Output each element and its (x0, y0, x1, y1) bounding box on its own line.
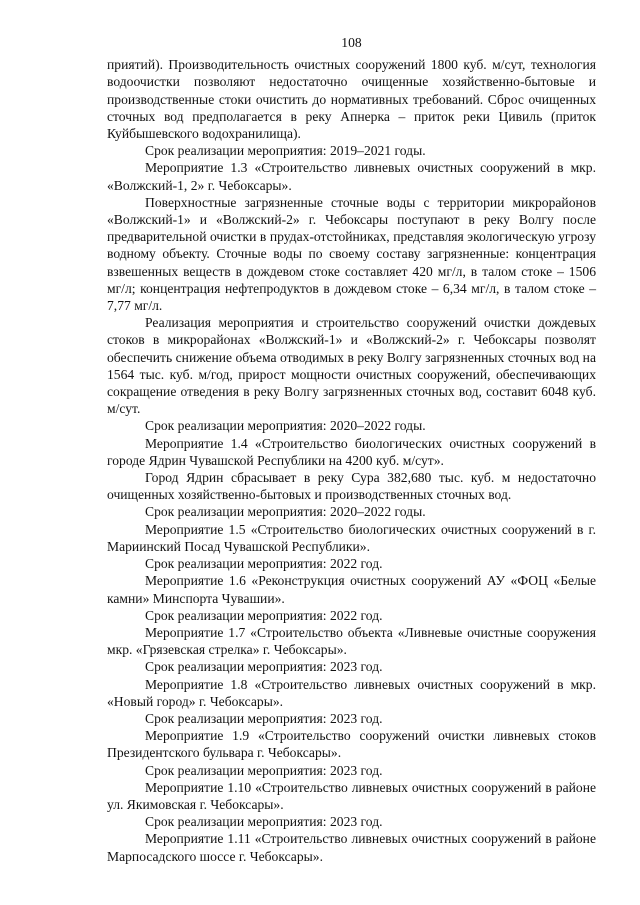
paragraph: приятий). Производительность очистных сооружений 1800 куб. м/сут, технология водоочистки позволяют недостаточно очищенные хозяйственно-бытовые и производственные стоки очистить до нормативных требований. Сброс очищенных сточных вод предполагается в реку Апнерка – приток реки Цивиль (приток Куйбышевского водохранилища). (107, 57, 596, 142)
paragraph: Срок реализации мероприятия: 2022 год. (145, 556, 383, 572)
paragraph: Мероприятие 1.8 «Строительство ливневых очистных сооружений в мкр. «Новый город» г. Чебоксары». (107, 676, 596, 709)
paragraph: Срок реализации мероприятия: 2020–2022 годы. (145, 418, 426, 434)
body-text (107, 56, 596, 865)
paragraph: Срок реализации мероприятия: 2023 год. (145, 762, 383, 778)
paragraph: Срок реализации мероприятия: 2023 год. (145, 710, 383, 726)
paragraph: Мероприятие 1.5 «Строительство биологических очистных сооружений в г. Мариинский Посад Чувашской Республики». (107, 521, 596, 554)
paragraph: Мероприятие 1.6 «Реконструкция очистных сооружений АУ «ФОЦ «Белые камни» Минспорта Чувашии». (107, 573, 596, 606)
paragraph: Мероприятие 1.7 «Строительство объекта «Ливневые очистные сооружения мкр. «Грязевская стрелка» г. Чебоксары». (107, 624, 596, 658)
paragraph: Срок реализации мероприятия: 2019–2021 годы. (145, 143, 426, 159)
paragraph: Мероприятие 1.11 «Строительство ливневых очистных сооружений в районе Марпосадского шоссе г. Чебоксары». (107, 831, 596, 864)
page-number: 108 (341, 35, 362, 50)
paragraph: Срок реализации мероприятия: 2023 год. (145, 814, 383, 830)
paragraph: Срок реализации мероприятия: 2023 год. (145, 659, 383, 675)
paragraph: Срок реализации мероприятия: 2020–2022 годы. (145, 504, 426, 520)
paragraph: Мероприятие 1.9 «Строительство сооружений очистки ливневых стоков Президентского бульвара г. Чебоксары». (107, 728, 596, 761)
paragraph: Срок реализации мероприятия: 2022 год. (145, 607, 383, 623)
paragraph: Мероприятие 1.4 «Строительство биологических очистных сооружений в городе Ядрин Чувашской Республики на 4200 куб. м/сут». (107, 435, 596, 468)
paragraph: Мероприятие 1.3 «Строительство ливневых очистных сооружений в мкр. «Волжский-1, 2» г. Чебоксары». (107, 160, 596, 193)
paragraph: Город Ядрин сбрасывает в реку Сура 382,680 тыс. куб. м недостаточно очищенных хозяйственно-бытовых и производственных сточных вод. (107, 470, 596, 503)
paragraph: Реализация мероприятия и строительство сооружений очистки дождевых стоков в микрорайонах «Волжский-1» и «Волжский-2» г. Чебоксары позволят обеспечить снижение объема отводимых в реку Волгу загрязненных сточных вод на 1564 тыс. куб. м/год, прирост мощности очистных сооружений, обеспечивающих сокращение отведения в реку Волгу загрязненных сточных вод, составит 6048 куб. м/сут. (107, 315, 596, 417)
paragraph: Мероприятие 1.10 «Строительство ливневых очистных сооружений в районе ул. Якимовская г. Чебоксары». (107, 779, 596, 812)
paragraph: Поверхностные загрязненные сточные воды с территории микрорайонов «Волжский-1» и «Волжский-2» г. Чебоксары поступают в реку Волгу после предварительной очистки в прудах-отстойниках, представляя экологическую угрозу водному объекту. Сточные воды по своему составу загрязненные: концентрация взвешенных веществ в дождевом стоке составляет 420 мг/л, в талом стоке – 1506 мг/л; концентрация нефтепродуктов в дождевом стоке – 6,34 мг/л, в талом стоке – 7,77 мг/л. (107, 194, 596, 314)
